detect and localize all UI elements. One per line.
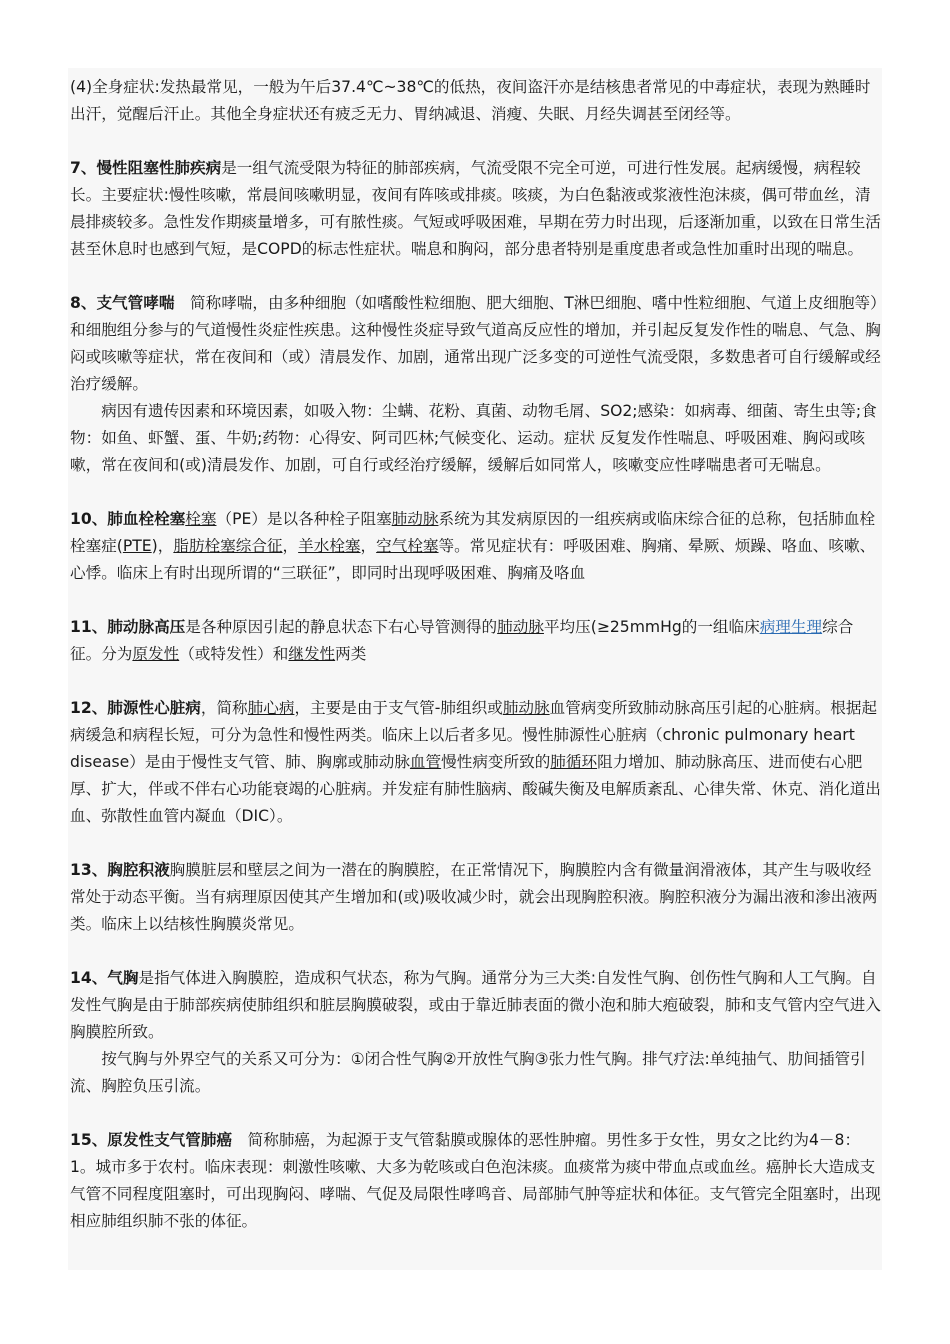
- paragraph: [70, 614, 882, 668]
- paragraph: [70, 155, 882, 263]
- term-heading: 13、胸腔积液: [70, 861, 170, 879]
- term-heading: 8、支气管哮喘: [70, 294, 175, 312]
- term-heading: 10、肺血栓栓塞: [70, 510, 186, 528]
- link-cor-pulmonale[interactable]: 肺心病: [247, 699, 295, 717]
- body-text: （或特发性）和: [179, 645, 289, 663]
- term-heading: 14、气胸: [70, 969, 139, 987]
- body-text: （PE）是以各种栓子阻塞: [216, 510, 392, 528]
- body-text: 等。常见症状有：呼吸困难、胸痛、晕厥、烦躁、咯血、咳嗽、心悸。临床上有时出现所谓的“三联征”，即同时出现呼吸困难、胸痛及咯血: [70, 537, 876, 582]
- section-pulmonary-hypertension: [70, 614, 882, 668]
- link-pulmonary-circulation[interactable]: 肺循环: [550, 753, 598, 771]
- body-text: 是一组气流受限为特征的肺部疾病，气流受限不完全可逆，可进行性发展。起病缓慢，病程较长。主要症状:慢性咳嗽，常晨间咳嗽明显，夜间有阵咳或排痰。咳痰，为白色黏液或浆液性泡沫痰，偶可带血丝，清晨排痰较多。急性发作期痰量增多，可有脓性痰。气短或呼吸困难，早期在劳力时出现，后逐渐加重，以致在日常生活甚至休息时也感到气短，是COPD的标志性症状。喘息和胸闷，部分患者特别是重度患者或急性加重时出现的喘息。: [70, 159, 881, 258]
- body-text: 是指气体进入胸膜腔，造成积气状态，称为气胸。通常分为三大类:自发性气胸、创伤性气胸和人工气胸。自发性气胸是由于肺部疾病使肺组织和脏层胸膜破裂，或由于靠近肺表面的微小泡和肺大疱破裂，肺和支气管内空气进入胸膜腔所致。: [70, 969, 881, 1041]
- link-fat-embolism[interactable]: 脂肪栓塞综合征: [173, 537, 283, 555]
- section-systemic-symptoms: [70, 74, 882, 128]
- link-embolism[interactable]: 栓塞: [185, 510, 217, 528]
- section-pleural-effusion: [70, 857, 882, 938]
- link-primary[interactable]: 原发性: [132, 645, 180, 663]
- section-pneumothorax: [70, 965, 882, 1100]
- term-heading: 12、肺源性心脏病: [70, 699, 201, 717]
- link-pathophysiology[interactable]: 病理生理: [759, 618, 823, 636]
- document-body: [68, 68, 882, 1270]
- body-text: ，简称: [200, 699, 248, 717]
- link-pulmonary-artery[interactable]: 肺动脉: [502, 699, 550, 717]
- body-text: 平均压(≥25mmHg的一组临床: [543, 618, 760, 636]
- paragraph: (4)全身症状:发热最常见，一般为午后37.4℃~38℃的低热，夜间盗汗亦是结核患者常见的中毒症状，表现为熟睡时出汗，觉醒后汗止。其他全身症状还有疲乏无力、胃纳减退、消瘦、失眠、月经失调甚至闭经等。: [70, 78, 871, 123]
- body-text: )，: [151, 537, 174, 555]
- body-text: 血管病变所致肺动脉高压引起的心脏病。根据起病缓急和病程长短，可分为急性和慢性两类。临床上以后者多见。慢性肺源性心脏病（chronic pulmonary heart disease）是由于慢性支气管、肺、胸廓或肺动脉: [70, 699, 878, 771]
- link-secondary[interactable]: 继发性: [288, 645, 336, 663]
- paragraph: 病因有遗传因素和环境因素，如吸入物：尘螨、花粉、真菌、动物毛屑、SO2;感染：如病毒、细菌、寄生虫等;食物：如鱼、虾蟹、蛋、牛奶;药物：心得安、阿司匹林;气候变化、运动。症状 反复发作性喘息、呼吸困难、胸闷或咳嗽，常在夜间和(或)清晨发作、加剧，可自行或经治疗缓解，缓解后如同常人，咳嗽变应性哮喘患者可无喘息。: [70, 402, 877, 474]
- paragraph: 按气胸与外界空气的关系又可分为：①闭合性气胸②开放性气胸③张力性气胸。排气疗法:单纯抽气、肋间插管引流、胸腔负压引流。: [70, 1050, 866, 1095]
- paragraph: [70, 290, 882, 398]
- section-lung-cancer: [70, 1127, 882, 1235]
- paragraph: [70, 857, 882, 938]
- paragraph: [70, 965, 882, 1046]
- link-amniotic-embolism[interactable]: 羊水栓塞: [298, 537, 361, 555]
- body-text: ，主要是由于支气管-肺组织或: [294, 699, 503, 717]
- body-text: 系统为其发病原因的一组疾病或临床综合征的总称，包括肺血栓栓塞症(: [70, 510, 876, 555]
- paragraph: [70, 506, 882, 587]
- section-copd: [70, 155, 882, 263]
- body-text: 简称肺癌，为起源于支气管黏膜或腺体的恶性肿瘤。男性多于女性，男女之比约为4－8：1。城市多于农村。临床表现：刺激性咳嗽、大多为乾咳或白色泡沫痰。血痰常为痰中带血点或血丝。癌肿长大造成支气管不同程度阻塞时，可出现胸闷、哮喘、气促及局限性哮鸣音、局部肺气肿等症状和体征。支气管完全阻塞时，出现相应肺组织肺不张的体征。: [70, 1131, 881, 1230]
- body-text: ，: [360, 537, 377, 555]
- body-text: ，: [282, 537, 299, 555]
- section-asthma: [70, 290, 882, 479]
- body-text: 综合征。分为: [70, 618, 854, 663]
- body-text: 简称哮喘，由多种细胞（如嗜酸性粒细胞、肥大细胞、T淋巴细胞、嗜中性粒细胞、气道上皮细胞等）和细胞组分参与的气道慢性炎症性疾患。这种慢性炎症导致气道高反应性的增加，并引起反复发作性的喘息、气急、胸闷或咳嗽等症状，常在夜间和（或）清晨发作、加剧，通常出现广泛多变的可逆性气流受限，多数患者可自行缓解或经治疗缓解。: [70, 294, 881, 393]
- body-text: 慢性病变所致的: [441, 753, 551, 771]
- term-heading: 11、肺动脉高压: [70, 618, 186, 636]
- body-text: 两类: [335, 645, 367, 663]
- link-pulmonary-artery[interactable]: 肺动脉: [391, 510, 439, 528]
- body-text: 是各种原因引起的静息状态下右心导管测得的: [185, 618, 498, 636]
- link-pulmonary-artery[interactable]: 肺动脉: [497, 618, 544, 636]
- paragraph: [70, 1127, 882, 1235]
- link-blood-vessel[interactable]: 血管: [409, 753, 442, 771]
- body-text: 阻力增加、肺动脉高压、进而使右心肥厚、扩大，伴或不伴右心功能衰竭的心脏病。并发症有肺性脑病、酸碱失衡及电解质紊乱、心律失常、休克、消化道出血、弥散性血管内凝血（DIC）。: [70, 753, 881, 825]
- body-text: 胸膜脏层和壁层之间为一潜在的胸膜腔，在正常情况下，胸膜腔内含有微量润滑液体，其产生与吸收经常处于动态平衡。当有病理原因使其产生增加和(或)吸收减少时，就会出现胸腔积液。胸腔积液分为漏出液和渗出液两类。临床上以结核性胸膜炎常见。: [70, 861, 878, 933]
- section-pulmonary-heart-disease: [70, 695, 882, 830]
- paragraph: [70, 695, 882, 830]
- link-pte[interactable]: PTE: [122, 537, 152, 555]
- link-air-embolism[interactable]: 空气栓塞: [376, 537, 439, 555]
- section-pulmonary-embolism: [70, 506, 882, 587]
- term-heading: 7、慢性阻塞性肺疾病: [70, 159, 222, 177]
- term-heading: 15、原发性支气管肺癌: [70, 1131, 233, 1149]
